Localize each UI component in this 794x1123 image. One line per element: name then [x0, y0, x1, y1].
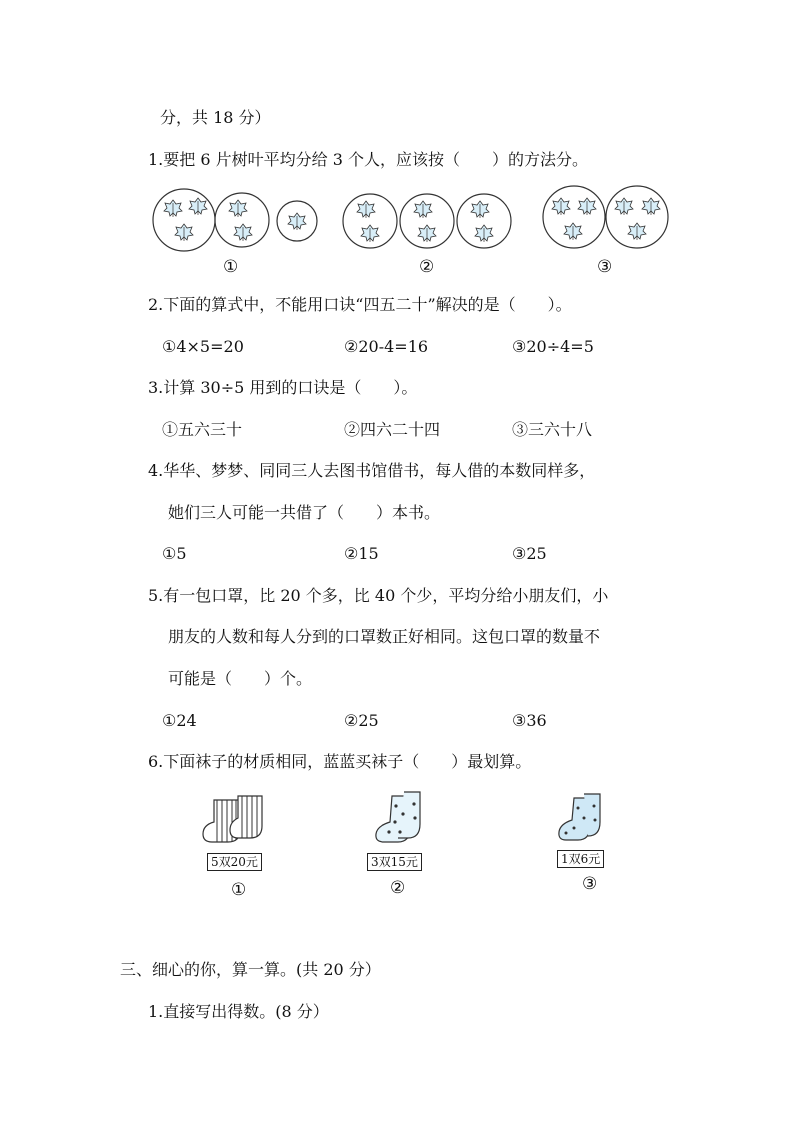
- question-4-text-line2: 她们三人可能一共借了（ ）本书。: [168, 503, 441, 522]
- leaf-group-1: [153, 189, 317, 251]
- leaf-icon: [414, 201, 432, 218]
- question-2-option-3: ③20÷4=5: [512, 337, 594, 356]
- price-tag-3: 1双6元: [557, 850, 604, 868]
- leaf-icon: [475, 225, 493, 242]
- question-3-option-1: ①五六三十: [162, 420, 243, 439]
- question-5-text-line3: 可能是（ ）个。: [168, 669, 313, 688]
- leaf-icon: [164, 200, 182, 217]
- leaf-icon: [578, 198, 596, 215]
- question-5-text-line1: 5.有一包口罩，比 20 个多，比 40 个少，平均分给小朋友们，小: [148, 586, 609, 605]
- sock-option-2-label: ②: [390, 878, 406, 898]
- leaf-icon: [564, 223, 582, 240]
- question-4-option-2: ②15: [344, 544, 379, 563]
- question-2-option-2: ②20-4=16: [344, 337, 429, 356]
- sock-option-3-label: ③: [582, 874, 598, 894]
- leaf-icon: [471, 201, 489, 218]
- question-4-option-3: ③25: [512, 544, 547, 563]
- question-3-option-2: ②四六二十四: [344, 420, 441, 439]
- option-2-label: ②: [419, 257, 435, 277]
- price-tag-1: 5双20元: [207, 853, 262, 871]
- leaf-icon: [418, 225, 436, 242]
- question-3-text: 3.计算 30÷5 用到的口诀是（ ）。: [148, 378, 418, 397]
- question-5-option-2: ②25: [344, 711, 379, 730]
- question-4-text-line1: 4.华华、梦梦、同同三人去图书馆借书，每人借的本数同样多，: [148, 461, 596, 480]
- question-3-option-3: ③三六十八: [512, 420, 593, 439]
- sock-option-1-label: ①: [231, 880, 247, 900]
- option-3-label: ③: [597, 257, 613, 277]
- sock-striped-icon: [203, 796, 262, 842]
- leaf-icon: [642, 198, 660, 215]
- question-5-option-1: ①24: [162, 711, 197, 730]
- question-5-text-line2: 朋友的人数和每人分到的口罩数正好相同。这包口罩的数量不: [168, 627, 601, 646]
- leaf-group-3: [543, 186, 668, 248]
- leaf-icon: [229, 200, 247, 217]
- section-3-title: 三、细心的你，算一算。(共 20 分）: [120, 960, 381, 979]
- leaf-icon: [628, 223, 646, 240]
- question-1-text: 1.要把 6 片树叶平均分给 3 个人，应该按（ ）的方法分。: [148, 150, 588, 169]
- section-header-tail: 分，共 18 分）: [160, 108, 271, 127]
- leaf-icon: [552, 198, 570, 215]
- option-1-label: ①: [223, 257, 239, 277]
- sock-blue-dotted-icon: [559, 794, 600, 840]
- question-5-option-3: ③36: [512, 711, 547, 730]
- leaf-icon: [175, 224, 193, 241]
- section-3-question-1: 1.直接写出得数。(8 分）: [148, 1002, 329, 1021]
- question-4-option-1: ①5: [162, 544, 187, 563]
- leaf-group-2: [343, 194, 511, 248]
- leaf-icon: [361, 225, 379, 242]
- leaf-icon: [357, 201, 375, 218]
- question-2-option-1: ①4×5=20: [162, 337, 244, 356]
- leaf-icon: [288, 213, 306, 230]
- price-tag-2: 3双15元: [367, 853, 422, 871]
- question-2-text: 2.下面的算式中，不能用口诀“四五二十”解决的是（ ）。: [148, 295, 572, 314]
- leaf-icon: [189, 198, 207, 215]
- question-6-text: 6.下面袜子的材质相同，蓝蓝买袜子（ ）最划算。: [148, 752, 532, 771]
- sock-dotted-icon: [376, 792, 420, 842]
- leaf-icon: [234, 224, 252, 241]
- leaf-icon: [615, 198, 633, 215]
